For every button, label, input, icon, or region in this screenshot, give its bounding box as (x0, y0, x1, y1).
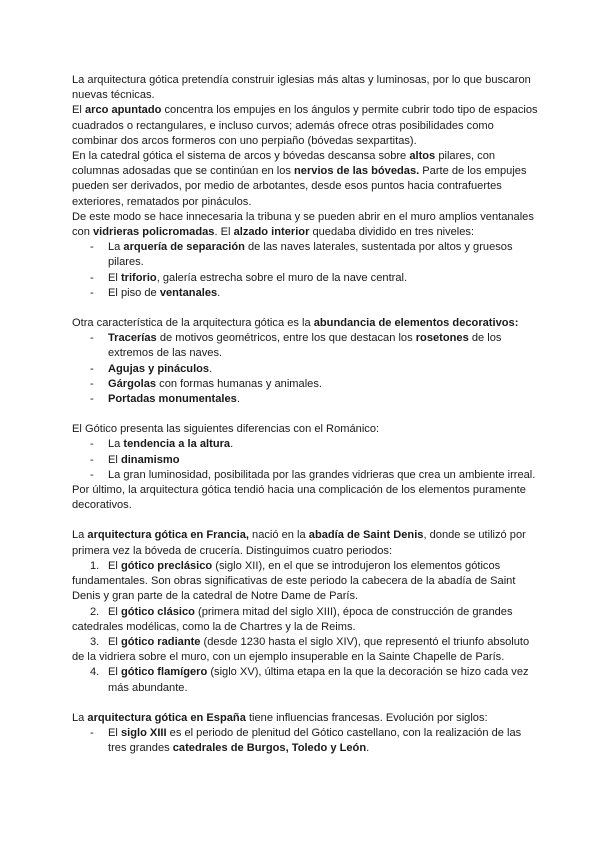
intro-paragraph: La arquitectura gótica pretendía construir iglesias más altas y luminosas, por lo que buscaron nuevas técnicas. (72, 74, 531, 102)
niveles-list (72, 240, 538, 301)
list-item: 4. El gótico flamígero (siglo XV), última etapa en la que la decoración se hizo cada vez más abundante. (90, 666, 529, 694)
list-item: 3. El gótico radiante (desde 1230 hasta el siglo XIV), que representó el triunfo absoluto de la vidriera sobre el muro, con un ejemplo insuperable en la Sainte Chapelle de París. (72, 635, 530, 664)
list-item: - Portadas monumentales. (90, 393, 240, 406)
list-item: 1. El gótico preclásico (siglo XII), en el que se introdujeron los elementos góticos fundamentales. Son obras significativas de este periodo la cabecera de la abadía de Saint Denis y gran parte de la catedral de Notre Dame de París. (72, 559, 516, 603)
espana-list (72, 726, 538, 756)
diferencias-paragraph: El Gótico presenta las siguientes diferencias con el Románico: (72, 423, 380, 436)
list-item: - La gran luminosidad, posibilitada por las grandes vidrieras que crea un ambiente irreal. (90, 468, 536, 481)
catedral-paragraph: En la catedral gótica el sistema de arcos y bóvedas descansa sobre altos pilares, con columnas adosadas que se continúan en los nervios de las bóvedas. Parte de los empujes pueden ser derivados, por medio de arbotantes, desde esos puntos hacia contrafuertes exteriores, rematados por pináculos. (72, 150, 527, 208)
list-item: - Tracerías de motivos geométricos, entre los que destacan los rosetones de los extremos de las naves. (90, 332, 502, 360)
francia-paragraph: La arquitectura gótica en Francia, nació en la abadía de Saint Denis, donde se utilizó por primera vez la bóveda de crucería. Distinguimos cuatro periodos: (72, 529, 526, 557)
periodos-list (72, 559, 538, 696)
list-item: - La tendencia a la altura. (90, 438, 234, 451)
diferencias-list (72, 437, 538, 483)
list-item: - El dinamismo (90, 453, 180, 466)
list-item: - Gárgolas con formas humanas y animales. (90, 377, 322, 390)
conclusion-paragraph: Por último, la arquitectura gótica tendió hacia una complicación de los elementos puramente decorativos. (72, 484, 526, 512)
list-item: - El piso de ventanales. (90, 286, 221, 299)
espana-paragraph: La arquitectura gótica en España tiene influencias francesas. Evolución por siglos: (72, 711, 488, 724)
list-item: - El siglo XIII es el periodo de plenitud del Gótico castellano, con la realización de las tres grandes catedrales de Burgos, Toledo y León. (90, 726, 522, 755)
list-item: - La arquería de separación de las naves laterales, sustentada por altos y gruesos pilares. (90, 241, 513, 269)
list-item: 2. El gótico clásico (primera mitad del siglo XIII), época de construcción de grandes catedrales modélicas, como la de Chartres y la de Reims. (72, 605, 513, 633)
decorativos-list (72, 331, 538, 407)
arco-apuntado-paragraph: El arco apuntado concentra los empujes en los ángulos y permite cubrir todo tipo de espacios cuadrados o rectangulares, e incluso curvos; además ofrece otras posibilidades como combinar dos arcos formeros con uno perpiaño (bóvedas sexpartitas). (72, 104, 538, 147)
list-item: - Agujas y pináculos. (90, 362, 213, 375)
decorativos-paragraph: Otra característica de la arquitectura gótica es la abundancia de elementos decorativos: (72, 317, 519, 330)
list-item: - El triforio, galería estrecha sobre el muro de la nave central. (90, 271, 408, 284)
niveles-paragraph: De este modo se hace innecesaria la tribuna y se pueden abrir en el muro amplios ventanales con vidrieras policromadas. El alzado interior quedaba dividido en tres niveles: (72, 210, 534, 239)
